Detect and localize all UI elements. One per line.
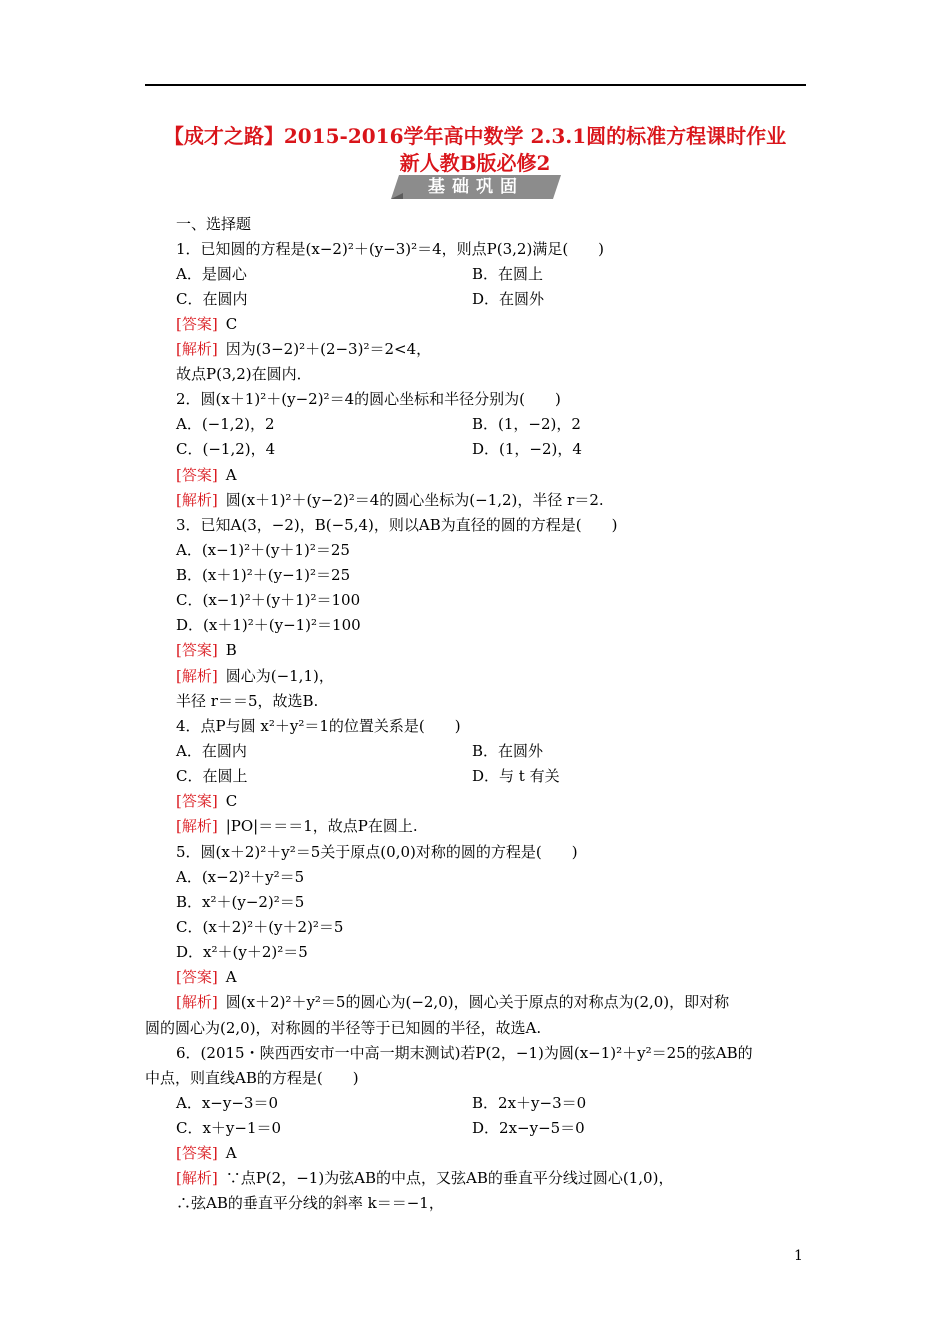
q3-analysis-line1: 圆心为(−1,1)， xyxy=(225,667,334,685)
q6-analysis-line1: ∵点P(2，−1)为弦AB的中点，又弦AB的垂直平分线过圆心(1,0)， xyxy=(225,1169,674,1187)
q5-option-b: B．x²＋(y−2)²＝5 xyxy=(176,893,305,911)
q3-analysis-line2: 半径 r＝＝5，故选B. xyxy=(176,692,319,710)
q2-analysis xyxy=(176,490,604,510)
q3-answer xyxy=(176,640,237,660)
q4-option-b: B．在圆外 xyxy=(472,742,544,760)
q5-stem: 5．圆(x＋2)²＋y²＝5关于原点(0,0)对称的圆的方程是( ) xyxy=(176,843,578,861)
q3-analysis xyxy=(176,666,334,686)
q5-analysis xyxy=(176,992,729,1012)
q6-option-d: D．2x−y−5＝0 xyxy=(472,1119,585,1137)
answer-tag: [答案] xyxy=(176,1144,218,1162)
answer-tag: [答案] xyxy=(176,641,218,659)
q3-option-d: D．(x＋1)²＋(y−1)²＝100 xyxy=(176,616,361,634)
q1-analysis-line1: 因为(3−2)²＋(2−3)²＝2<4， xyxy=(225,340,432,358)
q4-answer-value: C xyxy=(225,792,238,810)
q5-option-c: C．(x＋2)²＋(y＋2)²＝5 xyxy=(176,918,344,936)
analysis-tag: [解析] xyxy=(176,1169,218,1187)
analysis-tag: [解析] xyxy=(176,993,218,1011)
q2-answer xyxy=(176,465,237,485)
analysis-tag: [解析] xyxy=(176,817,218,835)
q6-option-b: B．2x＋y−3＝0 xyxy=(472,1094,587,1112)
q3-option-c: C．(x−1)²＋(y＋1)²＝100 xyxy=(176,591,361,609)
document-title-line1: 【成才之路】2015-2016学年高中数学 2.3.1圆的标准方程课时作业 xyxy=(163,124,787,148)
q1-analysis xyxy=(176,339,431,359)
q2-stem: 2．圆(x＋1)²＋(y−2)²＝4的圆心坐标和半径分别为( ) xyxy=(176,390,561,408)
q2-option-c: C．(−1,2)，4 xyxy=(176,440,276,458)
q5-answer xyxy=(176,967,237,987)
q4-stem: 4．点P与圆 x²＋y²＝1的位置关系是( ) xyxy=(176,717,461,735)
q4-option-d: D．与 t 有关 xyxy=(472,767,560,785)
analysis-tag: [解析] xyxy=(176,340,218,358)
q1-option-c: C．在圆内 xyxy=(176,290,248,308)
q1-answer xyxy=(176,314,237,334)
q3-option-b: B．(x＋1)²＋(y−1)²＝25 xyxy=(176,566,351,584)
q5-option-a: A．(x−2)²＋y²＝5 xyxy=(176,868,305,886)
q6-analysis xyxy=(176,1168,673,1188)
banner-label: 基础巩固 xyxy=(428,177,524,197)
q5-option-d: D．x²＋(y＋2)²＝5 xyxy=(176,943,308,961)
q1-analysis-line2: 故点P(3,2)在圆内． xyxy=(176,365,312,383)
q2-option-b: B．(1，−2)，2 xyxy=(472,415,581,433)
q5-analysis-line2: 圆的圆心为(2,0)，对称圆的半径等于已知圆的半径，故选A. xyxy=(145,1019,542,1037)
q4-analysis-line1: |PO|＝＝＝1，故点P在圆上. xyxy=(225,817,418,835)
q3-stem: 3．已知A(3，−2)，B(−5,4)，则以AB为直径的圆的方程是( ) xyxy=(176,516,618,534)
page-number: 1 xyxy=(794,1248,803,1264)
q6-option-a: A．x−y−3＝0 xyxy=(176,1094,278,1112)
q5-analysis-line1: 圆(x＋2)²＋y²＝5的圆心为(−2,0)，圆心关于原点的对称点为(2,0)，即对称 xyxy=(225,993,730,1011)
document-title-line2: 新人教B版必修2 xyxy=(399,151,551,175)
answer-tag: [答案] xyxy=(176,466,218,484)
q3-option-a: A．(x−1)²＋(y＋1)²＝25 xyxy=(176,541,350,559)
answer-tag: [答案] xyxy=(176,968,218,986)
q2-option-a: A．(−1,2)，2 xyxy=(176,415,275,433)
q1-answer-value: C xyxy=(225,315,238,333)
q1-stem: 1．已知圆的方程是(x−2)²＋(y−3)²＝4，则点P(3,2)满足( ) xyxy=(176,240,605,258)
q6-analysis-line2: ∴弦AB的垂直平分线的斜率 k＝＝−1， xyxy=(176,1194,444,1212)
q1-option-b: B．在圆上 xyxy=(472,265,544,283)
answer-tag: [答案] xyxy=(176,792,218,810)
q2-analysis-line1: 圆(x＋1)²＋(y−2)²＝4的圆心坐标为(−1,2)，半径 r＝2. xyxy=(225,491,604,509)
section-heading: 一、选择题 xyxy=(176,215,252,233)
q4-option-a: A．在圆内 xyxy=(176,742,247,760)
q6-stem-line1: 6．(2015・陕西西安市一中高一期末测试)若P(2，−1)为圆(x−1)²＋y²＝25的弦AB的 xyxy=(176,1044,753,1062)
q4-analysis xyxy=(176,816,418,836)
q2-answer-value: A xyxy=(225,466,237,484)
q2-option-d: D．(1，−2)，4 xyxy=(472,440,582,458)
analysis-tag: [解析] xyxy=(176,667,218,685)
q4-option-c: C．在圆上 xyxy=(176,767,248,785)
q1-option-d: D．在圆外 xyxy=(472,290,545,308)
q3-answer-value: B xyxy=(225,641,237,659)
q6-stem-line2: 中点，则直线AB的方程是( ) xyxy=(145,1069,359,1087)
q6-answer xyxy=(176,1143,237,1163)
header-rule xyxy=(145,84,806,86)
q5-answer-value: A xyxy=(225,968,237,986)
section-banner xyxy=(391,175,561,199)
analysis-tag: [解析] xyxy=(176,491,218,509)
q6-option-c: C．x＋y−1＝0 xyxy=(176,1119,282,1137)
q1-option-a: A．是圆心 xyxy=(176,265,247,283)
q6-answer-value: A xyxy=(225,1144,237,1162)
answer-tag: [答案] xyxy=(176,315,218,333)
q4-answer xyxy=(176,791,237,811)
